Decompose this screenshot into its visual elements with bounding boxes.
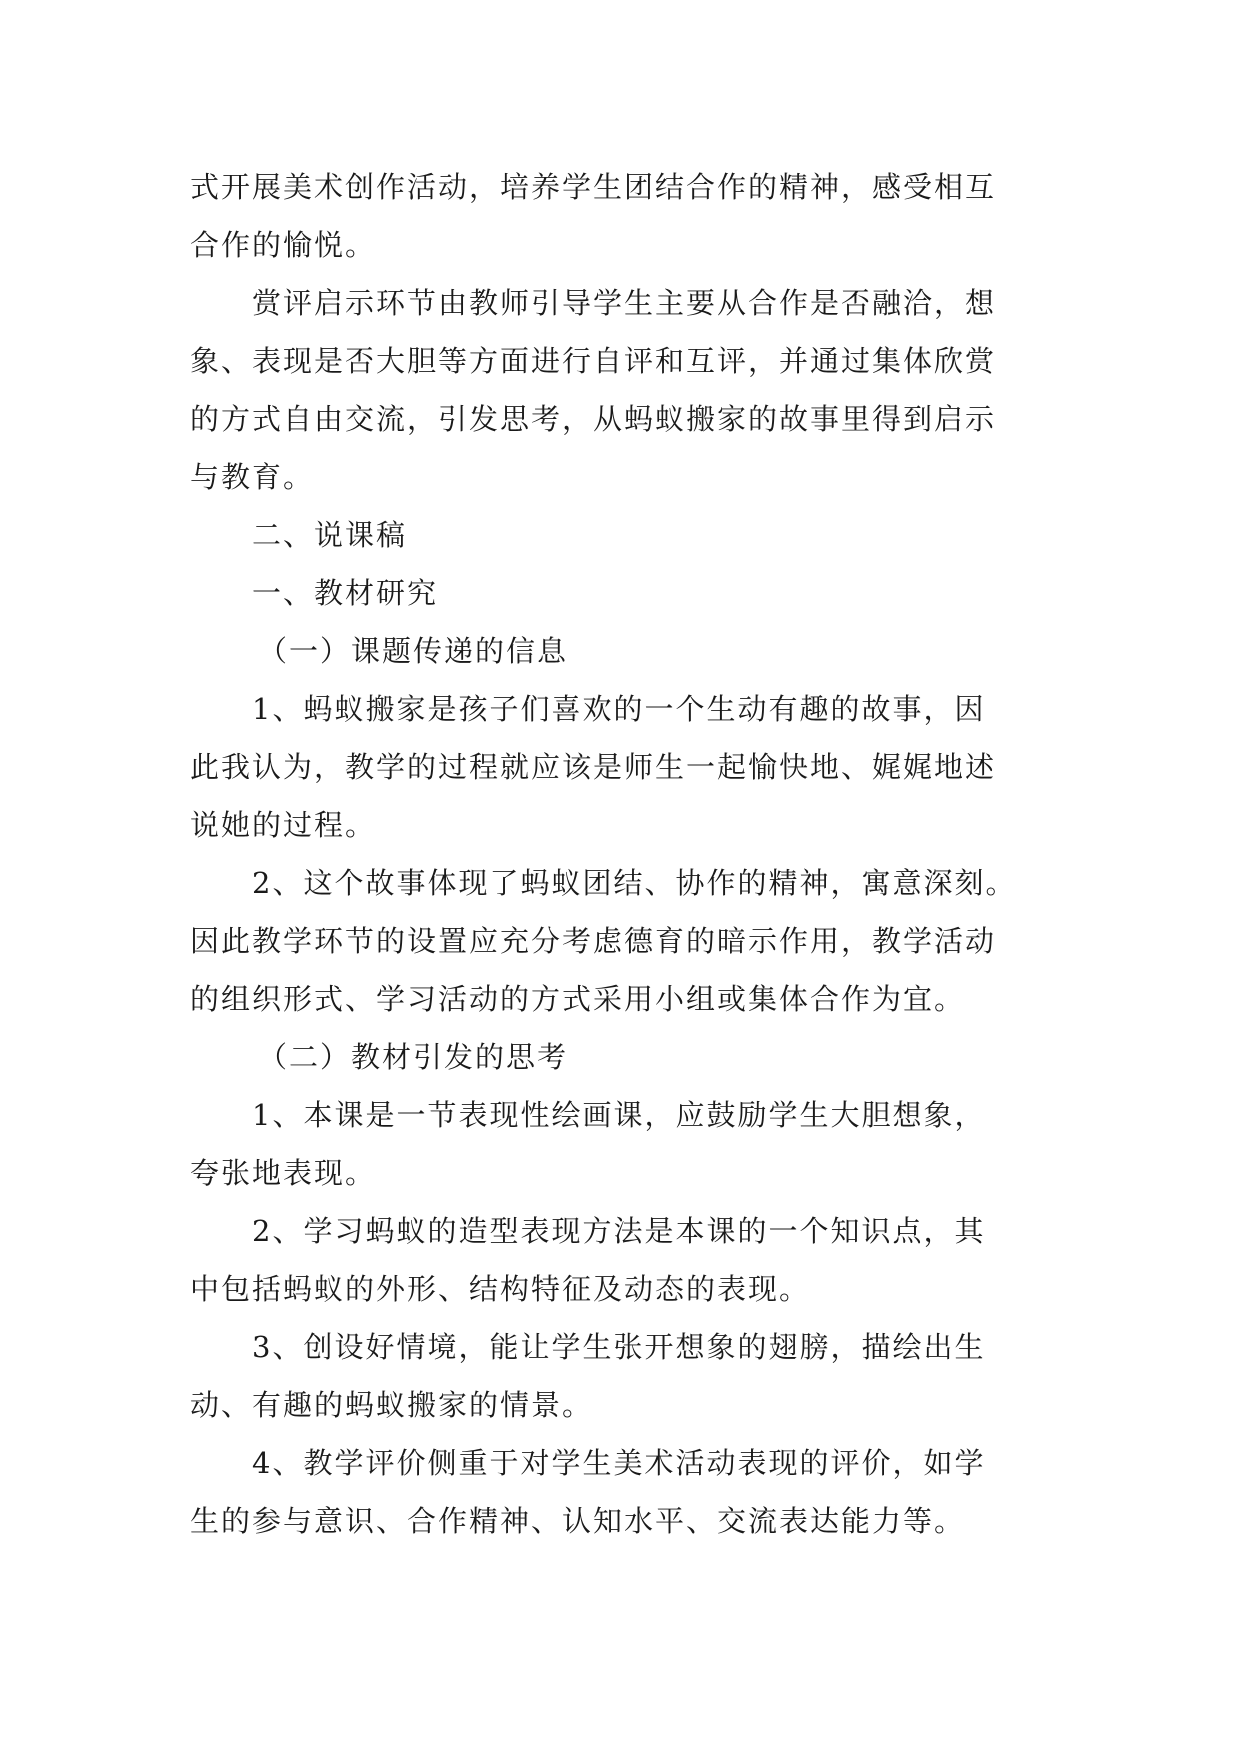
text-line: 说她的过程。 [190, 808, 377, 842]
text-line: 象、表现是否大胆等方面进行自评和互评，并通过集体欣赏 [190, 344, 997, 378]
section-heading: 二、说课稿 [252, 518, 408, 552]
text-line: 式开展美术创作活动，培养学生团结合作的精神，感受相互 [190, 170, 997, 204]
paragraph-start-line: 4、教学评价侧重于对学生美术活动表现的评价，如学 [252, 1446, 986, 1480]
paragraph-start-line: 1、蚂蚁搬家是孩子们喜欢的一个生动有趣的故事，因 [252, 692, 986, 726]
text-line: 合作的愉悦。 [190, 228, 377, 262]
document-body [190, 158, 1055, 1550]
text-line: 因此教学环节的设置应充分考虑德育的暗示作用，教学活动 [190, 924, 997, 958]
text-line: 的方式自由交流，引发思考，从蚂蚁搬家的故事里得到启示 [190, 402, 997, 436]
text-line: 动、有趣的蚂蚁搬家的情景。 [190, 1388, 594, 1422]
paragraph-start-line: 3、创设好情境，能让学生张开想象的翅膀，描绘出生 [252, 1330, 986, 1364]
paragraph-start-line: 1、本课是一节表现性绘画课，应鼓励学生大胆想象， [252, 1098, 986, 1132]
text-line: 中包括蚂蚁的外形、结构特征及动态的表现。 [190, 1272, 811, 1306]
text-line: 的组织形式、学习活动的方式采用小组或集体合作为宜。 [190, 982, 966, 1016]
paragraph-start-line: 赏评启示环节由教师引导学生主要从合作是否融洽，想 [252, 286, 997, 320]
subsection-heading: （一）课题传递的信息 [258, 634, 569, 668]
text-line: 与教育。 [190, 460, 315, 494]
text-line: 生的参与意识、合作精神、认知水平、交流表达能力等。 [190, 1504, 966, 1538]
text-line: 此我认为，教学的过程就应该是师生一起愉快地、娓娓地述 [190, 750, 997, 784]
subsection-heading: （二）教材引发的思考 [258, 1040, 569, 1074]
text-line: 夸张地表现。 [190, 1156, 377, 1190]
section-heading: 一、教材研究 [252, 576, 439, 610]
paragraph-start-line: 2、这个故事体现了蚂蚁团结、协作的精神，寓意深刻。 [252, 866, 1017, 900]
paragraph-start-line: 2、学习蚂蚁的造型表现方法是本课的一个知识点，其 [252, 1214, 986, 1248]
